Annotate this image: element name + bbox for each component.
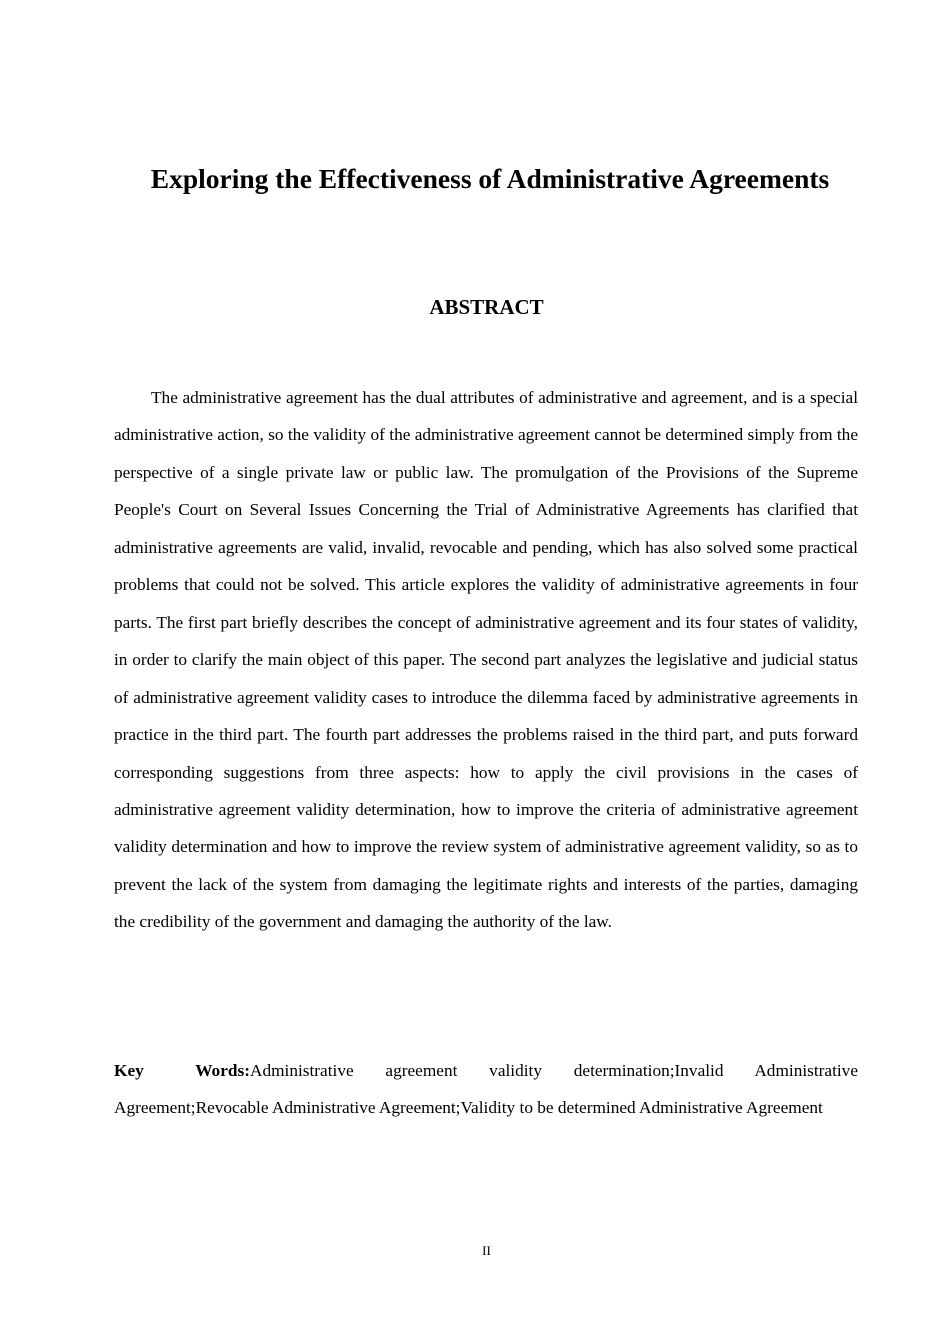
keywords-paragraph [114, 1052, 858, 1127]
abstract-heading: ABSTRACT [429, 295, 544, 319]
page-number: II [482, 1243, 491, 1258]
keywords-list: Administrative agreement validity determination;Invalid Administrative Agreement;Revocable Administrative Agreement;Validity to be determined Administrative Agreement [114, 1061, 858, 1118]
abstract-paragraph: The administrative agreement has the dual attributes of administrative and agreement, and is a special administrative action, so the validity of the administrative agreement cannot be determined simply from the perspective of a single private law or public law. The promulgation of the Provisions of the Supreme People's Court on Several Issues Concerning the Trial of Administrative Agreements has clarified that administrative agreements are valid, invalid, revocable and pending, which has also solved some practical problems that could not be solved. This article explores the validity of administrative agreements in four parts. The first part briefly describes the concept of administrative agreement and its four states of validity, in order to clarify the main object of this paper. The second part analyzes the legislative and judicial status of administrative agreement validity cases to introduce the dilemma faced by administrative agreements in practice in the third part. The fourth part addresses the problems raised in the third part, and puts forward corresponding suggestions from three aspects: how to apply the civil provisions in the cases of administrative agreement validity determination, how to improve the criteria of administrative agreement validity determination and how to improve the review system of administrative agreement validity, so as to prevent the lack of the system from damaging the legitimate rights and interests of the parties, damaging the credibility of the government and damaging the authority of the law. [114, 388, 858, 932]
keywords-label: Key Words: [114, 1061, 250, 1080]
document-title: Exploring the Effectiveness of Administrative Agreements [150, 163, 830, 194]
